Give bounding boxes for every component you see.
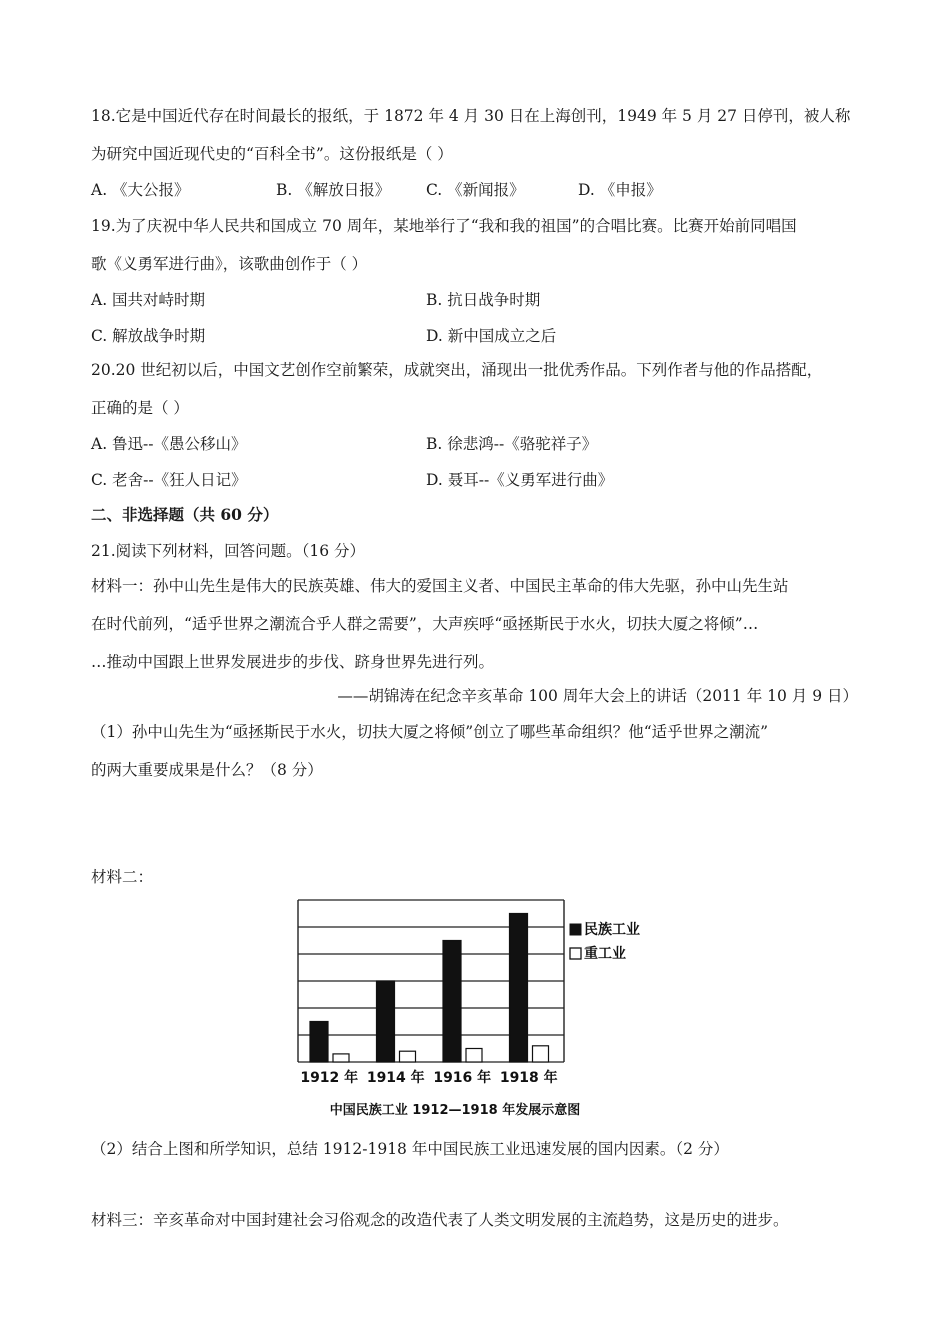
- material1-line2: 在时代前列，“适乎世界之潮流合乎人群之需要”，大声疾呼“亟拯斯民于水火，切扶大厦之将倾”…: [91, 615, 759, 633]
- q18-option-c: C. 《新闻报》: [426, 181, 525, 199]
- q20-option-a: A. 鲁迅--《愚公移山》: [91, 435, 247, 453]
- q19-option-c: C. 解放战争时期: [91, 327, 206, 345]
- bar-national-industry: [310, 1022, 328, 1063]
- chart-legend: [570, 921, 640, 962]
- bar-heavy-industry: [333, 1054, 349, 1062]
- bar-heavy-industry: [466, 1049, 482, 1063]
- q19-option-a: A. 国共对峙时期: [91, 291, 206, 309]
- q20-stem-line2: 正确的是（ ）: [91, 399, 189, 417]
- material1-line3: …推动中国跟上世界发展进步的步伐、跻身世界先进行列。: [91, 653, 495, 671]
- x-tick-label: 1914 年: [366, 1070, 425, 1086]
- legend-swatch-heavy-industry: [570, 948, 581, 959]
- q20-option-b: B. 徐悲鸿--《骆驼祥子》: [426, 435, 598, 453]
- x-tick-label: 1916 年: [433, 1070, 492, 1086]
- q18-stem-line2: 为研究中国近现代史的“百科全书”。这份报纸是（ ）: [91, 145, 453, 163]
- x-tick-label: 1912 年: [300, 1070, 359, 1086]
- legend-label-heavy-industry: 重工业: [584, 946, 626, 962]
- chart-title: 中国民族工业 1912—1918 年发展示意图: [329, 1103, 581, 1118]
- q20-stem-line1: 20.20 世纪初以后，中国文艺创作空前繁荣，成就突出，涌现出一批优秀作品。下列作者与他的作品搭配，: [91, 361, 823, 379]
- legend-swatch-national-industry: [570, 924, 581, 935]
- material3-text: 材料三：辛亥革命对中国封建社会习俗观念的改造代表了人类文明发展的主流趋势，这是历史的进步。: [91, 1211, 789, 1229]
- sub1-line1: （1）孙中山先生为“亟拯斯民于水火，切扶大厦之将倾”创立了哪些革命组织？他“适乎世界之潮流”: [91, 723, 769, 741]
- bar-heavy-industry: [400, 1051, 416, 1062]
- q21-intro: 21.阅读下列材料，回答问题。（16 分）: [91, 542, 366, 560]
- national-industry-chart: [290, 890, 670, 1122]
- q19-stem-line1: 19.为了庆祝中华人民共和国成立 70 周年，某地举行了“我和我的祖国”的合唱比赛。比赛开始前同唱国: [91, 217, 797, 235]
- q20-option-d: D. 聂耳--《义勇军进行曲》: [426, 471, 614, 489]
- section-heading: 二、非选择题（共 60 分）: [91, 505, 279, 524]
- chart-x-ticks: [300, 1069, 557, 1086]
- q18-option-a: A. 《大公报》: [91, 181, 190, 199]
- q20-option-c: C. 老舍--《狂人日记》: [91, 471, 247, 489]
- q18-option-d: D. 《申报》: [578, 181, 662, 199]
- material2-label: 材料二：: [91, 868, 154, 886]
- bar-national-industry: [510, 914, 528, 1063]
- material1-source: ——胡锦涛在纪念辛亥革命 100 周年大会上的讲话（2011 年 10 月 9 日）: [337, 687, 858, 705]
- bar-national-industry: [377, 981, 395, 1062]
- q18-option-b: B. 《解放日报》: [276, 181, 391, 199]
- bar-national-industry: [443, 941, 461, 1063]
- q19-option-b: B. 抗日战争时期: [426, 291, 541, 309]
- bar-heavy-industry: [533, 1046, 549, 1062]
- sub1-line2: 的两大重要成果是什么？（8 分）: [91, 761, 323, 779]
- sub2-question: （2）结合上图和所学知识，总结 1912-1918 年中国民族工业迅速发展的国内因素。（2 分）: [91, 1140, 729, 1158]
- x-tick-label: 1918 年: [499, 1070, 558, 1086]
- legend-label-national-industry: 民族工业: [584, 922, 640, 938]
- material1-line1: 材料一：孙中山先生是伟大的民族英雄、伟大的爱国主义者、中国民主革命的伟大先驱，孙中山先生站: [91, 577, 789, 595]
- q19-option-d: D. 新中国成立之后: [426, 327, 557, 345]
- chart-bars: [310, 914, 549, 1063]
- q18-stem-line1: 18.它是中国近代存在时间最长的报纸，于 1872 年 4 月 30 日在上海创刊，1949 年 5 月 27 日停刊，被人称: [91, 107, 851, 125]
- q19-stem-line2: 歌《义勇军进行曲》，该歌曲创作于（ ）: [91, 255, 368, 273]
